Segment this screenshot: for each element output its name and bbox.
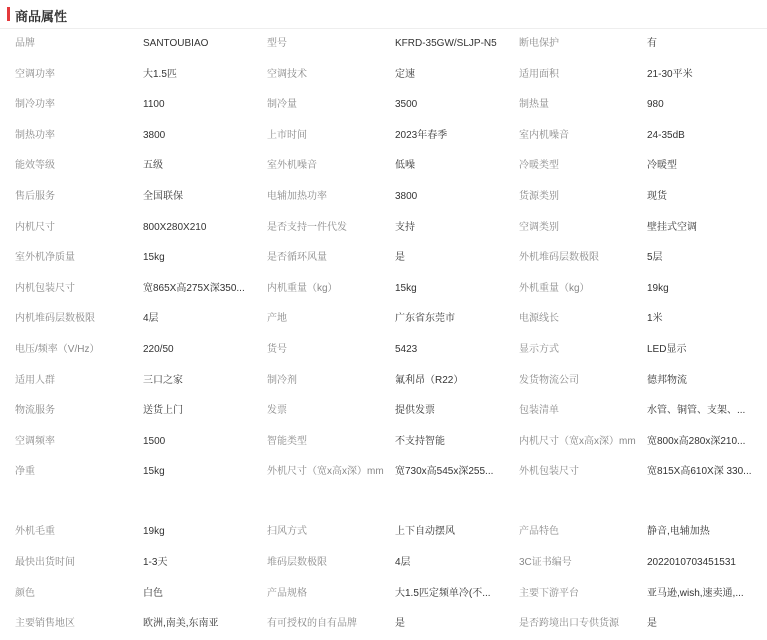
section-accent-bar xyxy=(7,7,10,21)
attribute-value: 1100 xyxy=(143,99,165,111)
attribute-value: 德邦物流 xyxy=(647,374,687,386)
attribute-label: 主要下游平台 xyxy=(519,587,579,599)
attribute-value: SANTOUBIAO xyxy=(143,38,209,49)
attribute-label: 空调类别 xyxy=(519,221,559,233)
section-title: 商品属性 xyxy=(15,9,68,24)
attribute-row xyxy=(0,213,767,244)
attribute-value: 19kg xyxy=(647,282,669,294)
attribute-value: 定速 xyxy=(395,68,415,80)
attribute-label: 外机毛重 xyxy=(15,526,55,538)
attribute-label: 制热功率 xyxy=(15,129,55,141)
attribute-value: 220/50 xyxy=(143,343,174,355)
attribute-label: 型号 xyxy=(267,38,287,49)
attribute-value: KFRD-35GW/SLJP-N5 xyxy=(395,38,497,49)
attribute-label: 电源线长 xyxy=(519,313,559,325)
section-header xyxy=(0,0,767,29)
attribute-label: 有可授权的自有品牌 xyxy=(267,618,357,630)
attribute-label: 内机堆码层数极限 xyxy=(15,313,95,325)
attribute-row xyxy=(0,609,767,640)
attribute-row xyxy=(0,366,767,397)
attribute-label: 空调频率 xyxy=(15,435,55,447)
attribute-value: 宽800x高280x深210... xyxy=(647,435,746,447)
attribute-value: 冷暖型 xyxy=(647,160,677,172)
attribute-row xyxy=(0,579,767,610)
attribute-value: 是 xyxy=(647,618,657,630)
attribute-label: 内机重量（kg） xyxy=(267,282,338,294)
attribute-label: 堆码层数极限 xyxy=(267,556,327,568)
attribute-value: 19kg xyxy=(143,526,165,538)
attribute-label: 外机包装尺寸 xyxy=(519,466,579,478)
attribute-label: 净重 xyxy=(15,466,35,478)
attribute-label: 品牌 xyxy=(15,38,35,49)
attribute-value: 大1.5匹定频单冷(不... xyxy=(395,587,491,599)
attribute-label: 冷暖类型 xyxy=(519,160,559,172)
attribute-row xyxy=(0,90,767,121)
attribute-label: 内机尺寸 xyxy=(15,221,55,233)
attribute-value: 4层 xyxy=(395,556,411,568)
attribute-value: 24-35dB xyxy=(647,129,685,141)
attribute-label: 物流服务 xyxy=(15,405,55,417)
attribute-value: 980 xyxy=(647,99,664,111)
attribute-label: 制冷剂 xyxy=(267,374,297,386)
attribute-value: 水管、铜管、支架、... xyxy=(647,405,746,417)
attribute-value: 2022010703451531 xyxy=(647,556,736,568)
attribute-row xyxy=(0,427,767,458)
attribute-row xyxy=(0,60,767,91)
attribute-value: 15kg xyxy=(395,282,417,294)
attribute-label: 适用人群 xyxy=(15,374,55,386)
attribute-label: 外机尺寸（宽x高x深）mm xyxy=(267,466,384,478)
attribute-value: 壁挂式空调 xyxy=(647,221,697,233)
attribute-value: 欧洲,南美,东南亚 xyxy=(143,618,219,630)
attribute-value: 上下自动摆风 xyxy=(395,526,455,538)
attribute-value: 4层 xyxy=(143,313,159,325)
attribute-label: 产品规格 xyxy=(267,587,307,599)
attribute-value: 现货 xyxy=(647,190,667,202)
attribute-label: 室外机净质量 xyxy=(15,252,75,264)
attribute-value: LED显示 xyxy=(647,343,687,355)
attribute-label: 制冷功率 xyxy=(15,99,55,111)
attribute-value: 3800 xyxy=(395,190,418,202)
attribute-label: 主要销售地区 xyxy=(15,618,75,630)
attribute-value: 1500 xyxy=(143,435,166,447)
attribute-value: 支持 xyxy=(395,221,415,233)
attribute-label: 外机堆码层数极限 xyxy=(519,252,599,264)
attribute-label: 制冷量 xyxy=(267,99,297,111)
attribute-label: 显示方式 xyxy=(519,343,559,355)
attribute-value: 大1.5匹 xyxy=(143,68,177,80)
attribute-value: 15kg xyxy=(143,466,165,478)
attribute-label: 空调技术 xyxy=(267,68,307,80)
attribute-row xyxy=(0,121,767,152)
attribute-label: 电压/频率（V/Hz） xyxy=(15,343,100,355)
attribute-label: 电辅加热功率 xyxy=(267,190,327,202)
attribute-label: 适用面积 xyxy=(519,68,559,80)
attribute-label: 空调功率 xyxy=(15,68,55,80)
attribute-value: 不支持智能 xyxy=(395,435,445,447)
attribute-row xyxy=(0,335,767,366)
attribute-value: 是 xyxy=(395,252,405,264)
attribute-label: 是否跨境出口专供货源 xyxy=(519,618,619,630)
attribute-value: 宽730x高545x深255... xyxy=(395,466,494,478)
attribute-value: 15kg xyxy=(143,252,165,264)
attribute-row xyxy=(0,274,767,305)
attribute-value: 宽815X高610X深 330... xyxy=(647,466,752,478)
attribute-label: 货源类别 xyxy=(519,190,559,202)
attribute-value: 2023年春季 xyxy=(395,129,448,141)
attribute-value: 全国联保 xyxy=(143,190,183,202)
attribute-label: 扫风方式 xyxy=(267,526,307,538)
attribute-value: 800X280X210 xyxy=(143,221,207,233)
attribute-value: 1-3天 xyxy=(143,556,168,568)
attribute-value: 白色 xyxy=(143,587,163,599)
attribute-value: 21-30平米 xyxy=(647,68,693,80)
attribute-label: 产地 xyxy=(267,313,287,325)
attribute-row xyxy=(0,396,767,427)
attribute-label: 是否循环风量 xyxy=(267,252,327,264)
attribute-label: 智能类型 xyxy=(267,435,307,447)
attribute-row xyxy=(0,182,767,213)
attribute-value: 亚马逊,wish,速卖通,... xyxy=(647,587,744,599)
attribute-row xyxy=(0,457,767,517)
attribute-value: 送货上门 xyxy=(143,405,183,417)
attribute-value: 5层 xyxy=(647,252,663,264)
attribute-label: 3C证书编号 xyxy=(519,556,572,568)
attribute-row xyxy=(0,548,767,579)
attribute-label: 内机包装尺寸 xyxy=(15,282,75,294)
attribute-label: 室外机噪音 xyxy=(267,160,317,172)
attribute-label: 货号 xyxy=(267,343,287,355)
attribute-label: 颜色 xyxy=(15,587,35,599)
attribute-value: 3500 xyxy=(395,99,418,111)
attribute-label: 内机尺寸（宽x高x深）mm xyxy=(519,435,636,447)
attribute-row xyxy=(0,243,767,274)
attribute-label: 发票 xyxy=(267,405,287,417)
attribute-value: 3800 xyxy=(143,129,166,141)
attribute-value: 静音,电辅加热 xyxy=(647,526,710,538)
attribute-value: 有 xyxy=(647,38,657,49)
attribute-value: 氟利昂（R22） xyxy=(395,374,464,386)
attribute-label: 室内机噪音 xyxy=(519,129,569,141)
attribute-label: 能效等级 xyxy=(15,160,55,172)
attribute-label: 包装清单 xyxy=(519,405,559,417)
attribute-label: 上市时间 xyxy=(267,129,307,141)
attribute-label: 售后服务 xyxy=(15,190,55,202)
product-attributes-table xyxy=(0,29,767,640)
attribute-label: 发货物流公司 xyxy=(519,374,579,386)
attribute-value: 低噪 xyxy=(395,160,415,172)
attribute-label: 是否支持一件代发 xyxy=(267,221,347,233)
attribute-value: 宽865X高275X深350... xyxy=(143,282,245,294)
attribute-value: 提供发票 xyxy=(395,405,435,417)
attribute-label: 断电保护 xyxy=(519,38,559,49)
attribute-value: 五级 xyxy=(143,160,163,172)
attribute-value: 是 xyxy=(395,618,405,630)
attribute-value: 5423 xyxy=(395,343,418,355)
attribute-row xyxy=(0,304,767,335)
attribute-row xyxy=(0,517,767,548)
attribute-value: 1米 xyxy=(647,313,663,325)
attribute-value: 广东省东莞市 xyxy=(395,313,455,325)
attribute-value: 三口之家 xyxy=(143,374,183,386)
attribute-row xyxy=(0,151,767,182)
attribute-label: 最快出货时间 xyxy=(15,556,75,568)
attribute-label: 外机重量（kg） xyxy=(519,282,590,294)
attribute-label: 产品特色 xyxy=(519,526,559,538)
attribute-row xyxy=(0,29,767,60)
attribute-label: 制热量 xyxy=(519,99,549,111)
